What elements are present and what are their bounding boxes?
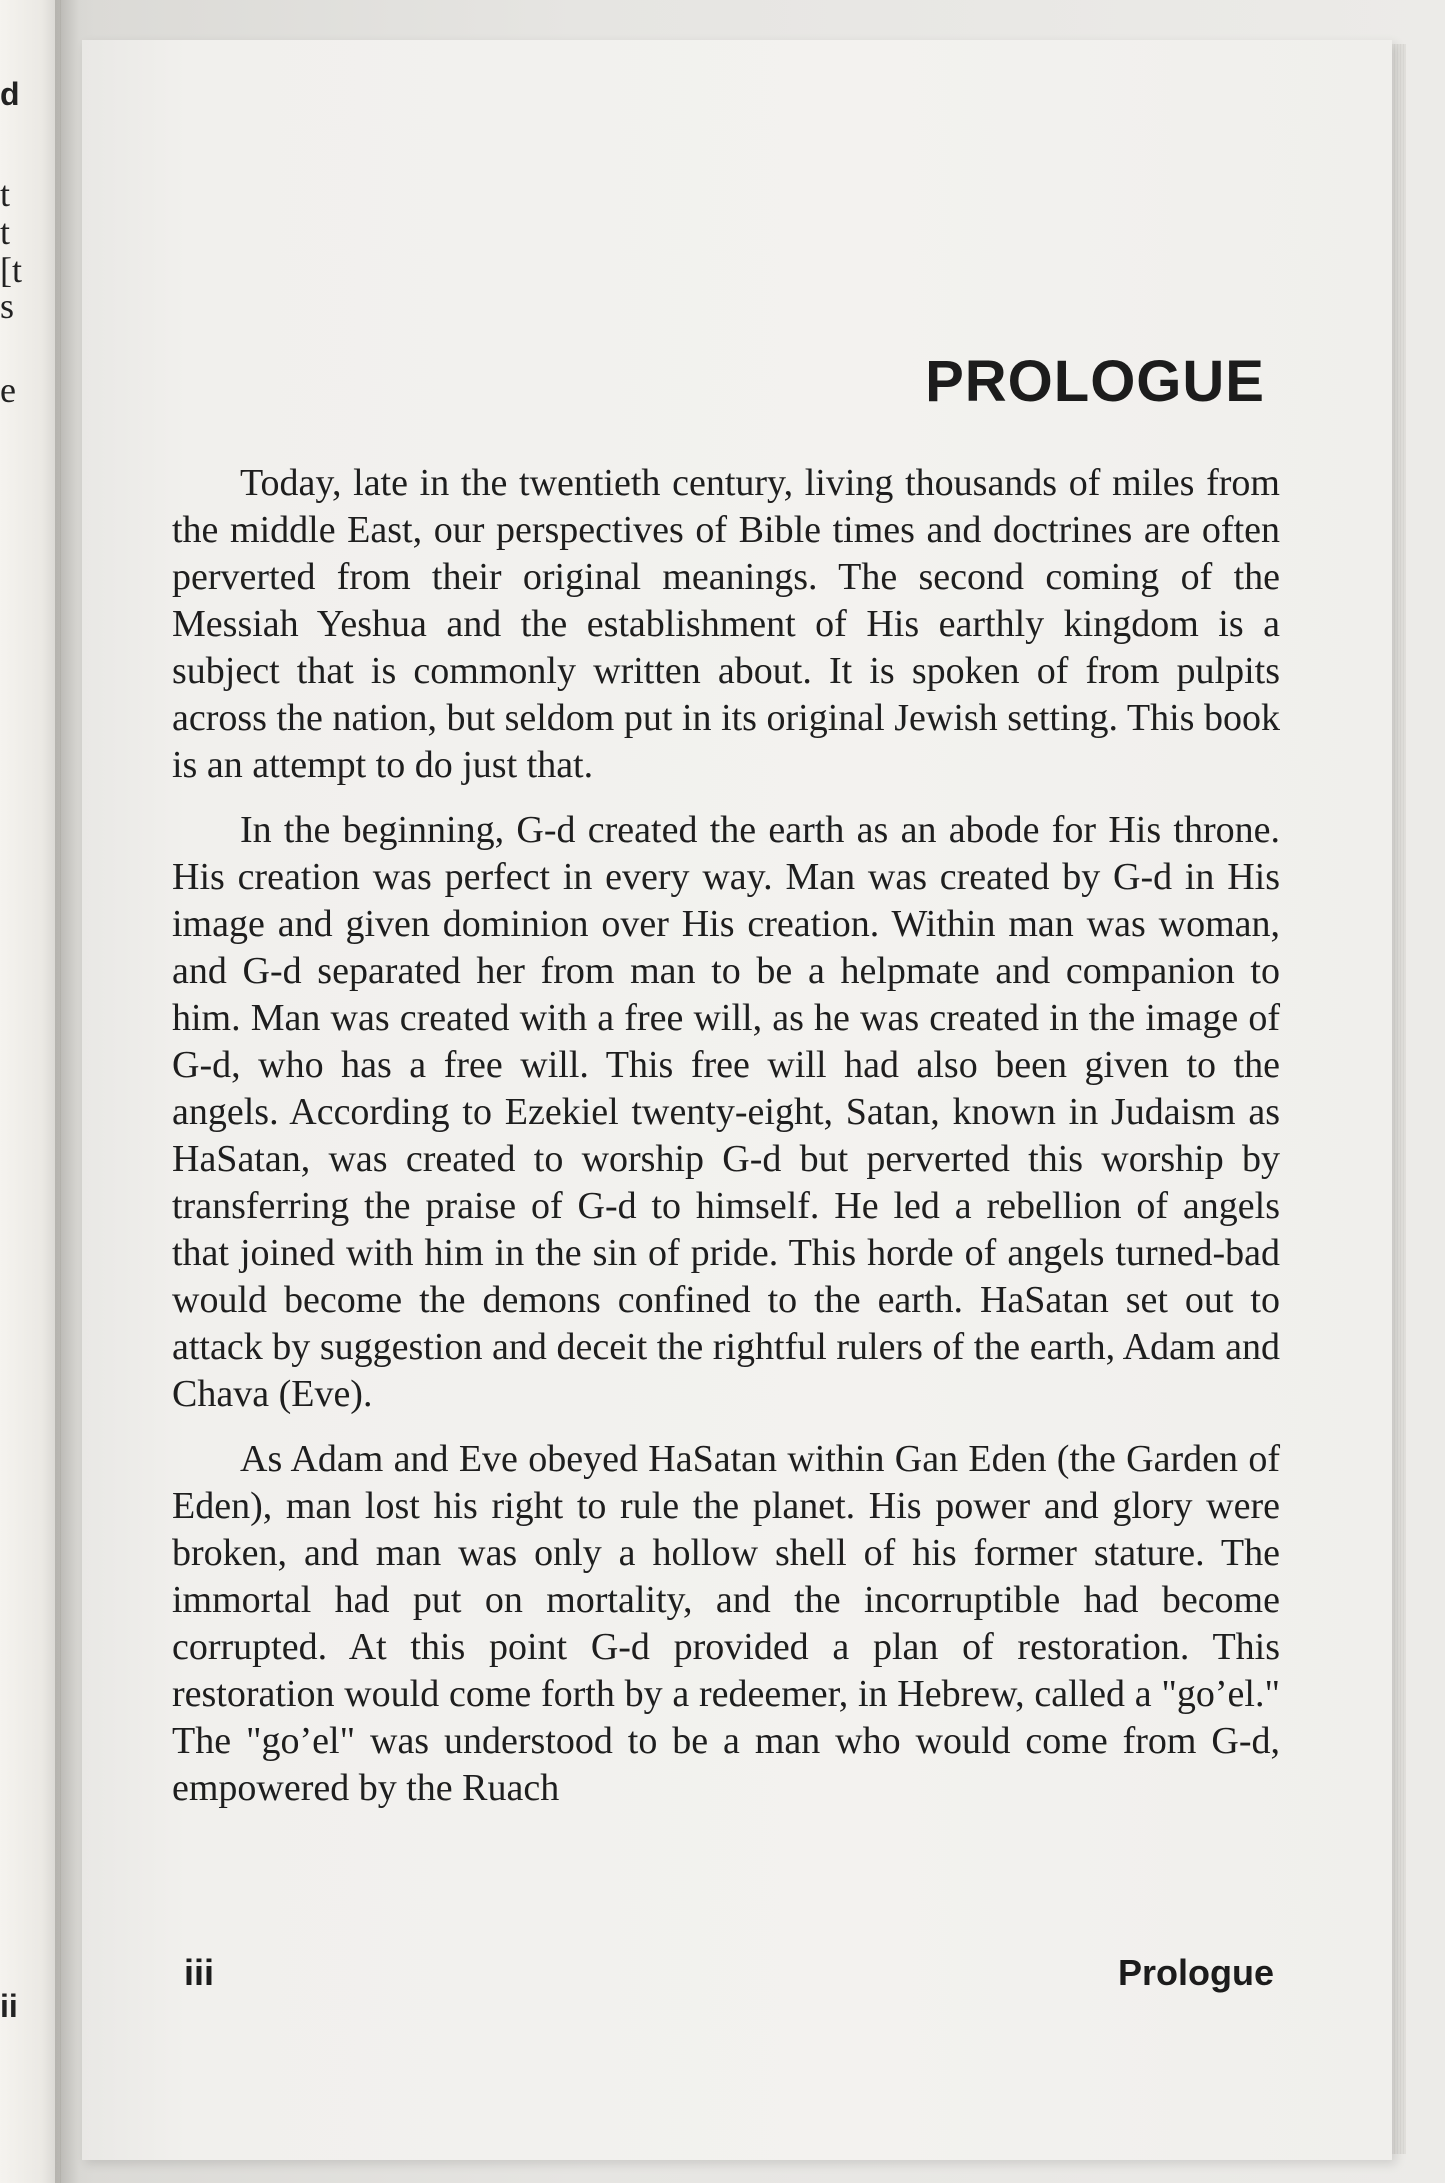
paragraph: In the beginning, G-d created the earth as an abode for His throne. His creation was perfect in every way. Man was created by G-d in His image and given dominion over His creation. Within man was woman, and G-d separated her from man to be a helpmate and companion to him. Man was created with a free will, as he was created in the image of G-d, who has a free will. This free will had also been given to the angels. According to Ezekiel twenty-eight, Satan, known in Judaism as HaSatan, was created to worship G-d but perverted this worship by transferring the praise of G-d to himself. He led a rebellion of angels that joined with him in the sin of pride. This horde of angels turned-bad would become the demons confined to the earth. HaSatan set out to attack by suggestion and deceit the rightful rulers of the earth, Adam and Chava (Eve). — [172, 809, 1280, 1415]
left-page-fragment: t — [0, 212, 11, 252]
paragraph: Today, late in the twentieth century, living thousands of miles from the middle East, our perspectives of Bible times and doctrines are often perverted from their original meanings. The second coming of the Messiah Yeshua and the establishment of His earthly kingdom is a subject that is commonly written about. It is spoken of from pulpits across the nation, but seldom put in its original Jewish setting. This book is an attempt to do just that. — [172, 462, 1280, 786]
page-number: iii — [184, 1952, 215, 1993]
page-edge — [1392, 44, 1406, 2154]
running-title: Prologue — [1117, 1952, 1274, 1993]
left-page-fragment: e — [0, 370, 16, 410]
prologue-body — [172, 460, 1280, 1830]
left-page-fragment: t — [0, 174, 11, 214]
left-facing-page — [0, 0, 61, 2183]
chapter-title: PROLOGUE — [925, 349, 1265, 414]
left-page-fragment: d — [0, 76, 20, 112]
left-page-fragment: s — [0, 286, 15, 326]
left-page-fragment: [t — [0, 250, 22, 290]
left-page-folio: ii — [0, 1988, 18, 2024]
paragraph: As Adam and Eve obeyed HaSatan within Gan Eden (the Garden of Eden), man lost his right to rule the planet. His power and glory were broken, and man was only a hollow shell of his former stature. The immortal had put on mortality, and the incorruptible had become corrupted. At this point G-d provided a plan of restoration. This restoration would come forth by a redeemer, in Hebrew, called a "go’el." The "go’el" was understood to be a man who would come from G-d, empowered by the Ruach — [172, 1438, 1280, 1809]
